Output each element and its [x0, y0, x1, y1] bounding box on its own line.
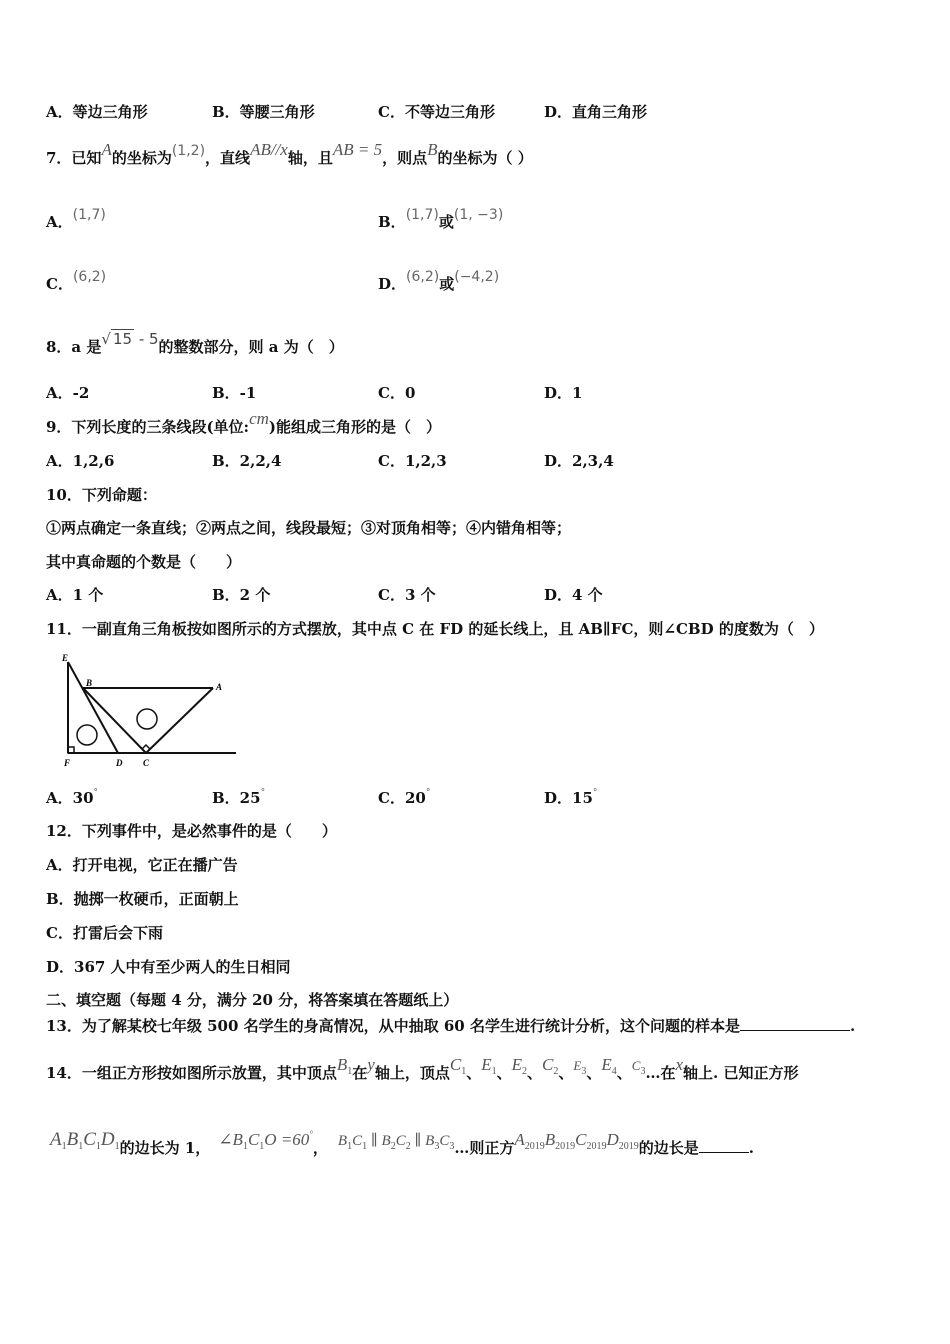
- q13-stem: 13．为了解某校七年级 500 名学生的身高情况，从中抽取 60 名学生进行统计分析，这个问题的样本是 .: [46, 1017, 856, 1035]
- edge-ed: [68, 662, 118, 753]
- label-d: D: [116, 758, 123, 768]
- label-e: E: [62, 653, 69, 663]
- q7-stem: 7．已知A的坐标为(1,2)，直线AB//x轴，且AB = 5，则点B的坐标为（ ）: [46, 140, 533, 167]
- q10-option-a: A．1 个: [46, 586, 104, 604]
- q7-option-c: C．(6,2): [46, 269, 107, 293]
- label-f: F: [64, 758, 71, 768]
- q10-option-b: B．2 个: [212, 586, 271, 604]
- q9-stem: 9．下列长度的三条线段(单位:cm)能组成三角形的是（ ）: [46, 409, 442, 436]
- q12-option-c: C．打雷后会下雨: [46, 924, 163, 942]
- q6-option-a: A．等边三角形: [46, 103, 148, 121]
- q7-option-a: A．(1,7): [46, 207, 106, 231]
- q6-option-b: B．等腰三角形: [212, 103, 315, 121]
- right-angle-mark-c: [142, 745, 150, 749]
- q8-option-c: C．0: [378, 384, 416, 402]
- hole-right: [137, 709, 157, 729]
- q9-option-c: C．1,2,3: [378, 452, 447, 470]
- hole-left: [77, 725, 97, 745]
- section-title: 二、填空题（每题 4 分，满分 20 分，将答案填在答题纸上）: [46, 991, 459, 1009]
- label-a: A: [216, 682, 223, 692]
- q6-option-d: D．直角三角形: [544, 103, 648, 121]
- q11-option-b: B．25°: [212, 788, 266, 807]
- q11-stem: 11．一副直角三角板按如图所示的方式摆放，其中点 C 在 FD 的延长线上，且 AB∥FC，则∠CBD 的度数为（ ）: [46, 620, 824, 638]
- q12-option-a: A．打开电视，它正在播广告: [46, 856, 238, 874]
- q6-option-c: C．不等边三角形: [378, 103, 495, 121]
- q10-option-d: D．4 个: [544, 586, 603, 604]
- q14-stem-line2: $A_1B_1C_1D_1$的边长为 1， $\angle B_1C_1O =60^\circ$， $B_1C_1$ ∥ $B_2C_2$ ∥ $B_3C_3\dots$则正方$A_{2019}B_{2019}C_{2019}D_{2019}$的边长是 .: [50, 1129, 754, 1157]
- q14-answer-blank: [699, 1138, 749, 1153]
- q8-option-b: B．-1: [212, 384, 257, 402]
- q9-option-a: A．1,2,6: [46, 452, 115, 470]
- q11-figure: [56, 652, 240, 770]
- q10-stem: 10．下列命题：: [46, 486, 157, 504]
- edge-ac: [146, 688, 213, 753]
- q12-option-b: B．抛掷一枚硬币，正面朝上: [46, 890, 239, 908]
- q13-answer-blank: [740, 1016, 850, 1031]
- sqrt-expression: √ 15 - 5: [101, 330, 159, 348]
- label-c: C: [143, 758, 150, 768]
- q10-statements: ①两点确定一条直线；②两点之间，线段最短；③对顶角相等；④内错角相等；: [46, 519, 572, 537]
- q9-option-d: D．2,3,4: [544, 452, 614, 470]
- q10-option-c: C．3 个: [378, 586, 436, 604]
- q12-option-d: D．367 人中有至少两人的生日相同: [46, 958, 291, 976]
- q8-option-a: A．-2: [46, 384, 90, 402]
- label-b: B: [86, 678, 93, 688]
- q7-option-b: B．(1,7)或(1, −3): [378, 207, 504, 231]
- q10-ask: 其中真命题的个数是（ ）: [46, 553, 242, 571]
- q8-option-d: D．1: [544, 384, 583, 402]
- q11-option-d: D．15°: [544, 788, 598, 807]
- q11-option-a: A．30°: [46, 788, 99, 807]
- q8-stem: 8．a 是√ 15 - 5的整数部分，则 a 为（ ）: [46, 330, 344, 356]
- q7-option-d: D．(6,2)或(−4,2): [378, 269, 500, 293]
- q12-stem: 12．下列事件中，是必然事件的是（ ）: [46, 822, 337, 840]
- q11-option-c: C．20°: [378, 788, 431, 807]
- q9-option-b: B．2,2,4: [212, 452, 282, 470]
- q14-stem-line1: 14．一组正方形按如图所示放置，其中顶点$B_1$在y轴上，顶点$C_1$、$E_1$、$E_2$、$C_2$、$E_3$、$E_4$、$C_3\dots$在x轴上. 已知正方形: [46, 1055, 799, 1082]
